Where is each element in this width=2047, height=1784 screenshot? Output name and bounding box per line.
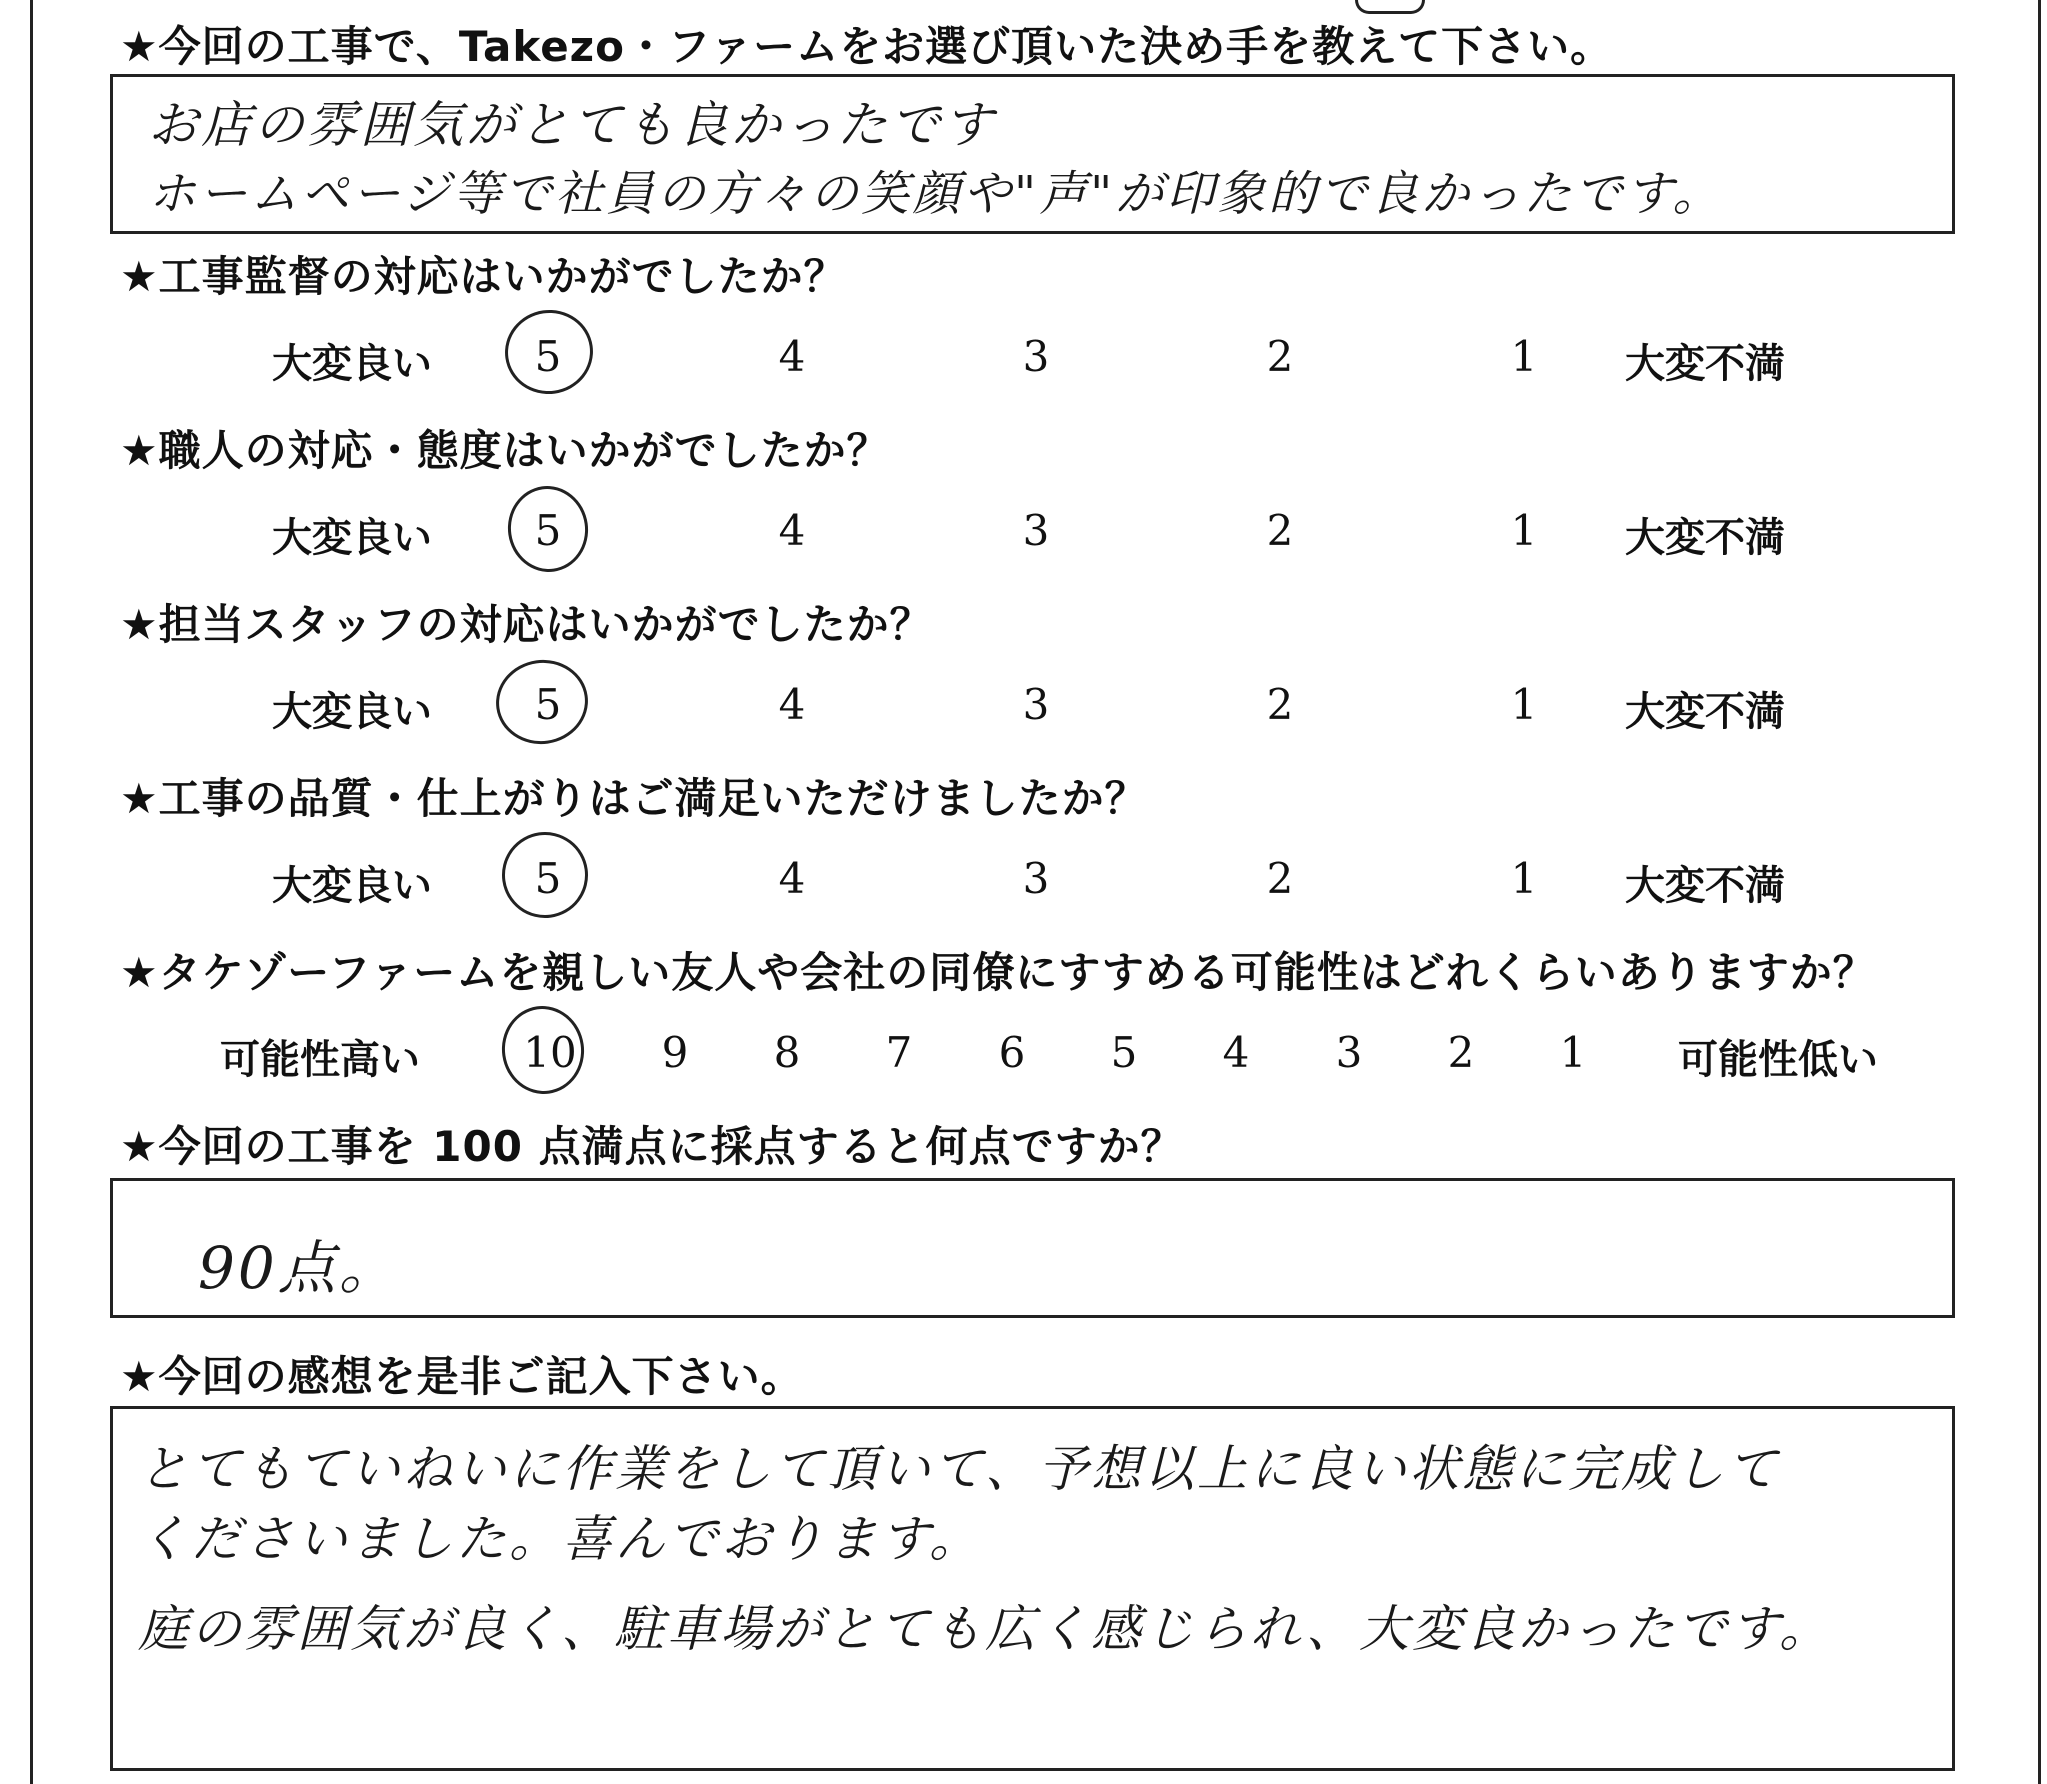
selected-circle-mark	[496, 826, 593, 923]
question-decision-factor: ★今回の工事で、Takezo・ファームをお選び頂いた決め手を教えて下さい。	[120, 22, 1614, 71]
rating-high-label: 大変良い	[272, 341, 432, 387]
rating-option-5[interactable]: 5	[534, 854, 562, 903]
question-supervisor: ★工事監督の対応はいかがでしたか？	[120, 252, 847, 301]
recommend-high-label: 可能性高い	[220, 1037, 420, 1083]
rating-option-4[interactable]: 4	[778, 680, 806, 729]
rating-option-3[interactable]: 3	[1022, 506, 1050, 555]
recommend-low-label: 可能性低い	[1678, 1037, 1878, 1083]
rating-option-2[interactable]: 2	[1266, 854, 1294, 903]
ink-mark	[1355, 0, 1425, 14]
selected-circle-mark	[496, 1001, 589, 1100]
recommend-option-3[interactable]: 3	[1335, 1028, 1363, 1077]
recommend-option-6[interactable]: 6	[998, 1028, 1026, 1077]
recommend-option-1[interactable]: 1	[1559, 1028, 1587, 1077]
rating-option-2[interactable]: 2	[1266, 332, 1294, 381]
rating-row-recommend	[0, 1028, 2047, 1088]
rating-option-4[interactable]: 4	[778, 854, 806, 903]
question-quality: ★工事の品質・仕上がりはご満足いただけましたか？	[120, 774, 1148, 823]
rating-option-2[interactable]: 2	[1266, 680, 1294, 729]
question-staff: ★担当スタッフの対応はいかがでしたか？	[120, 600, 933, 649]
recommend-option-7[interactable]: 7	[885, 1028, 913, 1077]
score-answer-box[interactable]	[110, 1178, 1955, 1318]
rating-option-5[interactable]: 5	[534, 680, 562, 729]
rating-low-label: 大変不満	[1625, 341, 1785, 387]
rating-option-4[interactable]: 4	[778, 506, 806, 555]
rating-option-1[interactable]: 1	[1510, 854, 1538, 903]
decision-factor-answer-box[interactable]	[110, 74, 1955, 234]
selected-circle-mark	[500, 304, 599, 399]
rating-low-label: 大変不満	[1625, 689, 1785, 735]
handwritten-answer-line: ホームページ等で社員の方々の笑顔や"声"が印象的で良かったです。	[148, 166, 1724, 222]
handwritten-impression-line: とてもていねいに作業をして頂いて、予想以上に良い状態に完成して	[138, 1440, 1780, 1498]
rating-row-supervisor	[0, 332, 2047, 392]
rating-high-label: 大変良い	[272, 689, 432, 735]
impressions-answer-box[interactable]	[110, 1406, 1955, 1771]
rating-option-3[interactable]: 3	[1022, 332, 1050, 381]
recommend-option-10[interactable]: 10	[523, 1028, 577, 1077]
rating-row-quality	[0, 854, 2047, 914]
question-score: ★今回の工事を 100 点満点に採点すると何点ですか？	[120, 1122, 1184, 1171]
handwritten-score: 90点。	[198, 1234, 400, 1302]
rating-option-1[interactable]: 1	[1510, 680, 1538, 729]
rating-row-staff	[0, 680, 2047, 740]
recommend-option-4[interactable]: 4	[1222, 1028, 1250, 1077]
recommend-option-8[interactable]: 8	[773, 1028, 801, 1077]
handwritten-impression-line: 庭の雰囲気が良く、駐車場がとても広く感じられ、大変良かったです。	[138, 1600, 1832, 1658]
question-impressions: ★今回の感想を是非ご記入下さい。	[120, 1352, 804, 1401]
rating-option-1[interactable]: 1	[1510, 332, 1538, 381]
rating-low-label: 大変不満	[1625, 515, 1785, 561]
rating-option-5[interactable]: 5	[534, 506, 562, 555]
recommend-option-5[interactable]: 5	[1110, 1028, 1138, 1077]
rating-high-label: 大変良い	[272, 515, 432, 561]
rating-option-5[interactable]: 5	[534, 332, 562, 381]
rating-low-label: 大変不満	[1625, 863, 1785, 909]
handwritten-answer-line: お店の雰囲気がとても良かったです	[148, 96, 996, 154]
selected-circle-mark	[491, 654, 594, 750]
handwritten-impression-line: くださいました。喜んでおります。	[138, 1510, 982, 1568]
question-craftsman: ★職人の対応・態度はいかがでしたか？	[120, 426, 890, 475]
rating-option-3[interactable]: 3	[1022, 854, 1050, 903]
rating-row-craftsman	[0, 506, 2047, 566]
question-recommend: ★タケゾーファームを親しい友人や会社の同僚にすすめる可能性はどれくらいありますか？	[120, 948, 1876, 997]
selected-circle-mark	[502, 481, 593, 577]
recommend-option-2[interactable]: 2	[1447, 1028, 1475, 1077]
rating-option-4[interactable]: 4	[778, 332, 806, 381]
rating-option-3[interactable]: 3	[1022, 680, 1050, 729]
rating-option-1[interactable]: 1	[1510, 506, 1538, 555]
rating-option-2[interactable]: 2	[1266, 506, 1294, 555]
rating-high-label: 大変良い	[272, 863, 432, 909]
recommend-option-9[interactable]: 9	[661, 1028, 689, 1077]
